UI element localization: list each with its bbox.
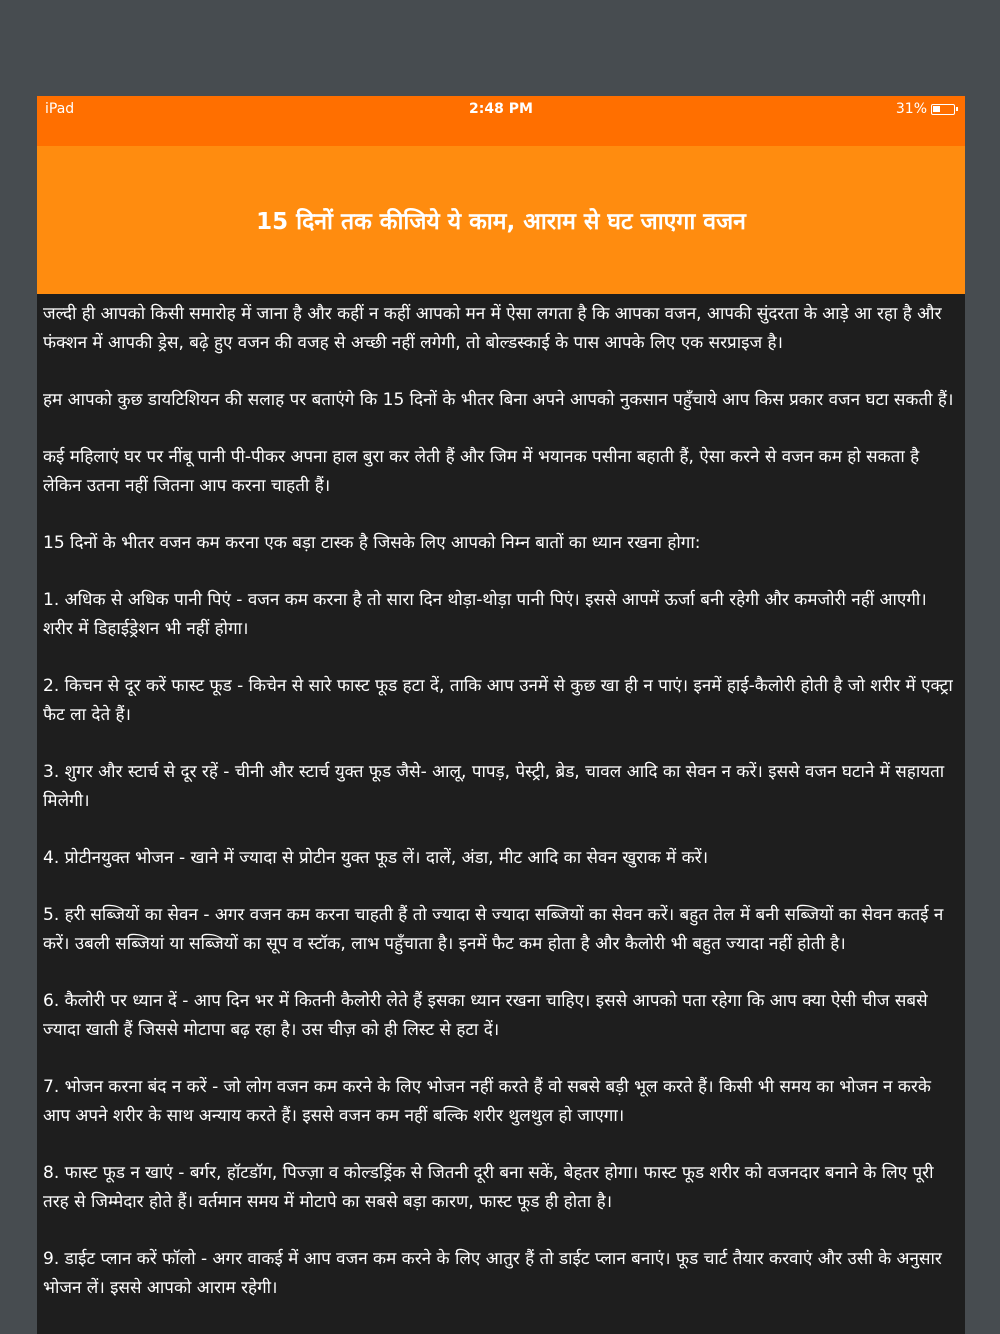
article-list-item: 4. प्रोटीनयुक्त भोजन - खाने में ज्यादा से प्रोटीन युक्त फूड लें। दालें, अंडा, मीट आदि का सेवन खुराक में करें।: [43, 848, 709, 868]
battery-percent: 31%: [895, 101, 927, 117]
article-header: [37, 146, 965, 294]
article-list-item: 5. हरी सब्जियों का सेवन - अगर वजन कम करना चाहती हैं तो ज्यादा से ज्यादा सब्जियों का सेवन करें। बहुत तेल में बनी सब्जियों का सेवन कतई न करें। उबली सब्जियां या सब्जियों का सूप व स्टॉक, लाभ पहुँचाता है। इनमें फैट कम होता है और कैलोरी भी बहुत ज्यादा नहीं होती है।: [43, 905, 944, 954]
article-list-item: 3. शुगर और स्टार्च से दूर रहें - चीनी और स्टार्च युक्त फूड जैसे- आलू, पापड़, पेस्ट्री, ब्रेड, चावल आदि का सेवन न करें। इससे वजन घटाने में सहायता मिलेगी।: [43, 762, 945, 811]
article-body[interactable]: [43, 300, 961, 1331]
article-list-item: 9. डाईट प्लान करें फॉलो - अगर वाकई में आप वजन कम करने के लिए आतुर हैं तो डाईट प्लान बनाएं। फूड चार्ट तैयार करवाएं और उसी के अनुसार भोजन लें। इससे आपको आराम रहेगी।: [43, 1249, 942, 1298]
status-time: 2:48 PM: [469, 101, 533, 117]
article-paragraph: 15 दिनों के भीतर वजन कम करना एक बड़ा टास्क है जिसके लिए आपको निम्न बातों का ध्यान रखना होगा:: [43, 533, 701, 553]
battery-icon: [931, 104, 955, 115]
article-paragraph: कई महिलाएं घर पर नींबू पानी पी-पीकर अपना हाल बुरा कर लेती हैं और जिम में भयानक पसीना बहाती हैं, ऐसा करने से वजन कम हो सकता है लेकिन उतना नहीं जितना आप करना चाहती हैं।: [43, 447, 920, 496]
article-list-item: 7. भोजन करना बंद न करें - जो लोग वजन कम करने के लिए भोजन नहीं करते हैं वो सबसे बड़ी भूल करते हैं। किसी भी समय का भोजन न करके आप अपने शरीर के साथ अन्याय करते हैं। इससे वजन कम नहीं बल्कि शरीर थुलथुल हो जाएगा।: [43, 1077, 931, 1126]
battery-status: [896, 101, 955, 117]
article-title: 15 दिनों तक कीजिये ये काम, आराम से घट जाएगा वजन: [256, 209, 746, 235]
status-bar: [37, 96, 965, 146]
device-name: iPad: [45, 101, 75, 117]
article-list-item: 1. अधिक से अधिक पानी पिएं - वजन कम करना है तो सारा दिन थोड़ा-थोड़ा पानी पिएं। इससे आपमें ऊर्जा बनी रहेगी और कमजोरी नहीं आएगी। शरीर में डिहाईड्रेशन भी नहीं होगा।: [43, 590, 927, 639]
article-paragraph: जल्दी ही आपको किसी समारोह में जाना है और कहीं न कहीं आपको मन में ऐसा लगता है कि आपका वजन, आपकी सुंदरता के आड़े आ रहा है और फंक्शन में आपकी ड्रेस, बढ़े हुए वजन की वजह से अच्छी नहीं लगेगी, तो बोल्डस्काई के पास आपके लिए एक सरप्राइज है।: [43, 304, 942, 353]
article-list-item: 8. फास्ट फूड न खाएं - बर्गर, हॉटडॉग, पिज्ज़ा व कोल्डड्रिंक से जितनी दूरी बना सकें, बेहतर होगा। फास्ट फूड शरीर को वजनदार बनाने के लिए पूरी तरह से जिम्मेदार होते हैं। वर्तमान समय में मोटापे का सबसे बड़ा कारण, फास्ट फूड ही होता है।: [43, 1163, 934, 1212]
article-paragraph: हम आपको कुछ डायटिशियन की सलाह पर बताएंगे कि 15 दिनों के भीतर बिना अपने आपको नुकसान पहुँचाये आप किस प्रकार वजन घटा सकती हैं।: [43, 390, 954, 410]
article-list-item: 2. किचन से दूर करें फास्ट फूड - किचेन से सारे फास्ट फूड हटा दें, ताकि आप उनमें से कुछ खा ही न पाएं। इनमें हाई-कैलोरी होती है जो शरीर में एक्ट्रा फैट ला देते हैं।: [43, 676, 953, 725]
app-window: [37, 96, 965, 1334]
article-list-item: 6. कैलोरी पर ध्यान दें - आप दिन भर में कितनी कैलोरी लेते हैं इसका ध्यान रखना चाहिए। इससे आपको पता रहेगा कि आप क्या ऐसी चीज सबसे ज्यादा खाती हैं जिससे मोटापा बढ़ रहा है। उस चीज़ को ही लिस्ट से हटा दें।: [43, 991, 928, 1040]
